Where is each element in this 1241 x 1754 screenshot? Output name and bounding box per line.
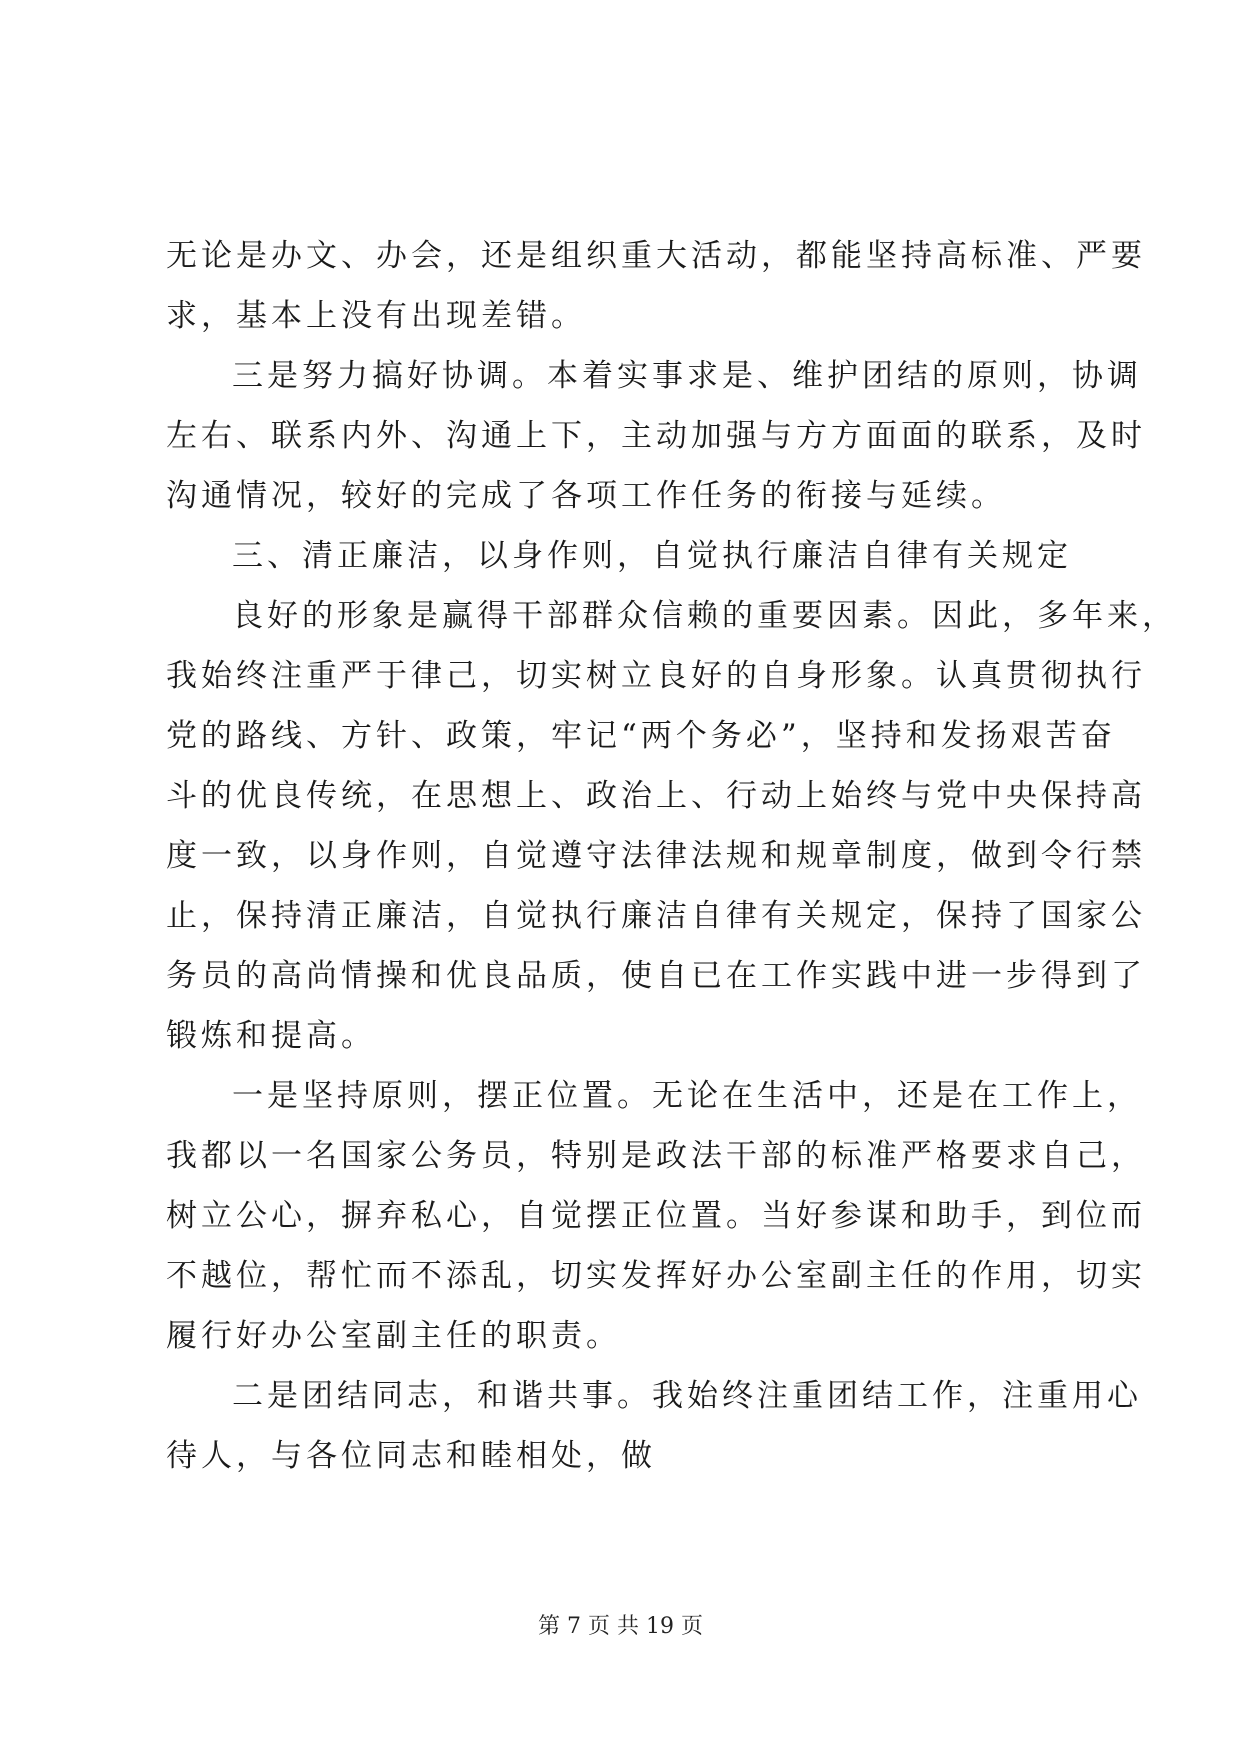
text-line: 务员的高尚情操和优良品质，使自已在工作实践中进一步得到了 (166, 958, 1146, 994)
text-line: 我始终注重严于律己，切实树立良好的自身形象。认真贯彻执行 (166, 658, 1146, 694)
text-line: 沟通情况，较好的完成了各项工作任务的衔接与延续。 (166, 478, 1006, 514)
paragraph-start: 三是努力搞好协调。本着实事求是、维护团结的原则，协调 (232, 358, 1142, 394)
section-heading: 三、清正廉洁，以身作则，自觉执行廉洁自律有关规定 (232, 538, 1072, 574)
paragraph-start: 一是坚持原则，摆正位置。无论在生活中，还是在工作上， (232, 1078, 1142, 1114)
text-line: 斗的优良传统，在思想上、政治上、行动上始终与党中央保持高 (166, 778, 1146, 814)
text-line: 树立公心，摒弃私心，自觉摆正位置。当好参谋和助手，到位而 (166, 1198, 1146, 1234)
text-line: 履行好办公室副主任的职责。 (166, 1318, 621, 1354)
text-line: 度一致，以身作则，自觉遵守法律法规和规章制度，做到令行禁 (166, 838, 1146, 874)
text-line: 左右、联系内外、沟通上下，主动加强与方方面面的联系，及时 (166, 418, 1146, 454)
text-line: 止，保持清正廉洁，自觉执行廉洁自律有关规定，保持了国家公 (166, 898, 1146, 934)
document-body (166, 226, 1177, 1486)
text-line: 待人，与各位同志和睦相处，做 (166, 1438, 656, 1474)
page-number-footer: 第 7 页 共 19 页 (538, 1614, 703, 1639)
text-line: 无论是办文、办会，还是组织重大活动，都能坚持高标准、严要 (166, 238, 1146, 274)
paragraph-start: 二是团结同志，和谐共事。我始终注重团结工作，注重用心 (232, 1378, 1142, 1414)
text-line: 我都以一名国家公务员，特别是政法干部的标准严格要求自己， (166, 1138, 1146, 1174)
text-line: 党的路线、方针、政策，牢记“两个务必”，坚持和发扬艰苦奋 (166, 718, 1116, 754)
paragraph-start: 良好的形象是赢得干部群众信赖的重要因素。因此，多年来， (232, 598, 1177, 634)
text-line: 求，基本上没有出现差错。 (166, 298, 586, 334)
text-line: 不越位，帮忙而不添乱，切实发挥好办公室副主任的作用，切实 (166, 1258, 1146, 1294)
text-line: 锻炼和提高。 (166, 1018, 376, 1054)
